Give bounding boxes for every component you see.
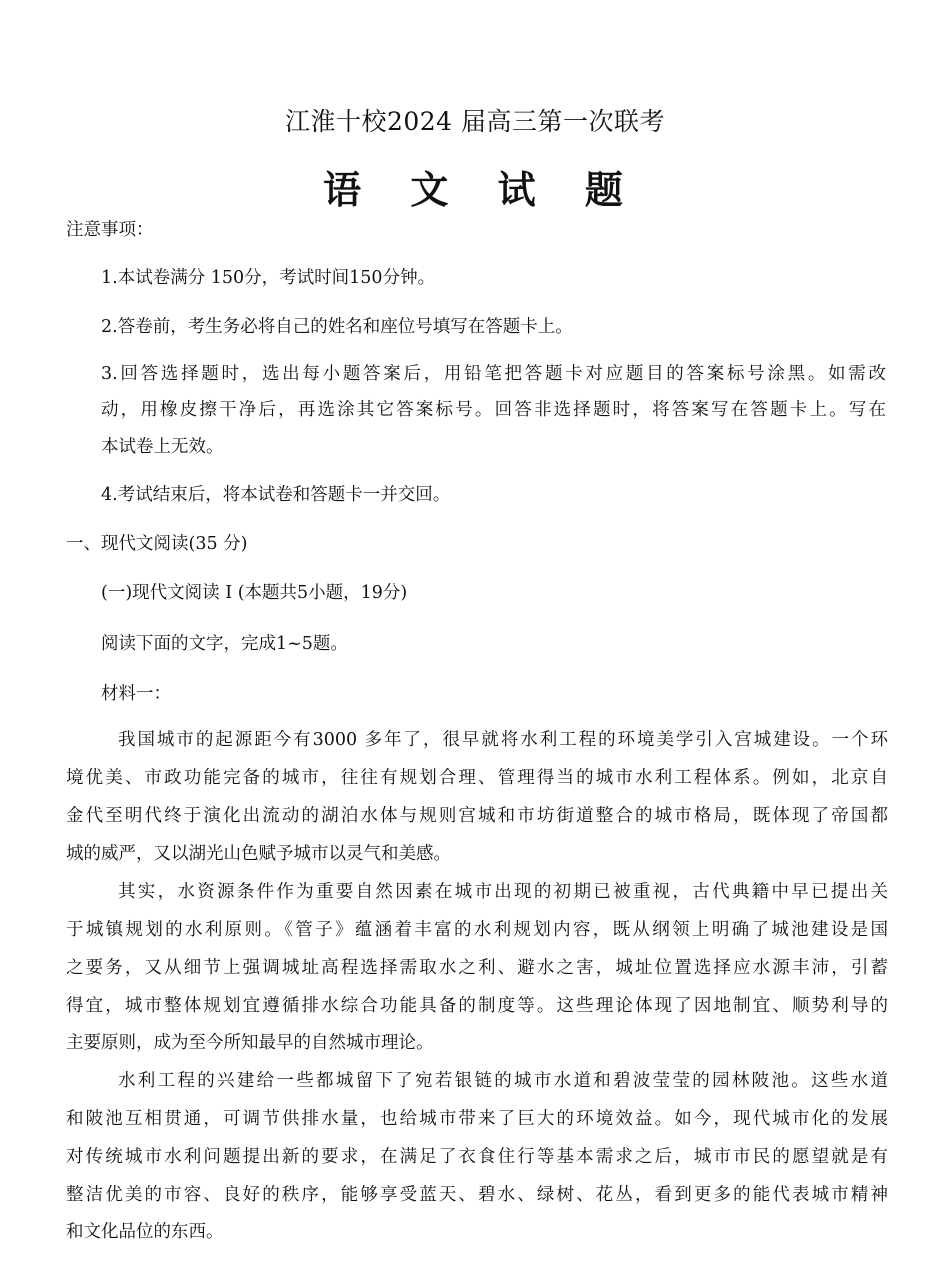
reading-instruction: 阅读下面的文字，完成1~5题。 [101, 634, 348, 654]
subject-title: 语 文 试 题 [323, 167, 641, 212]
notice-item-3-line-1: 3.回答选择题时，选出每小题答案后，用铅笔把答题卡对应题目的答案标号涂黑。如需改 [101, 364, 886, 384]
paragraph-3-line-2: 和陂池互相贯通，可调节供排水量，也给城市带来了巨大的环境效益。如今，现代城市化的发展 [66, 1109, 888, 1129]
notice-item-2: 2.答卷前，考生务必将自己的姓名和座位号填写在答题卡上。 [101, 317, 573, 337]
paragraph-2-line-1: 其实，水资源条件作为重要自然因素在城市出现的初期已被重视，古代典籍中早已提出关 [118, 882, 888, 902]
notice-item-3-line-3: 本试卷上无效。 [101, 437, 224, 457]
material-label: 材料一： [101, 684, 171, 704]
paragraph-2-line-5: 主要原则，成为至今所知最早的自然城市理论。 [66, 1033, 434, 1053]
notice-item-3-line-2: 动，用橡皮擦干净后，再选涂其它答案标号。回答非选择题时，将答案写在答题卡上。写在 [101, 400, 886, 420]
paragraph-1-line-3: 金代至明代终于演化出流动的湖泊水体与规则宫城和市坊街道整合的城市格局，既体现了帝国都 [66, 806, 888, 826]
exam-title: 江淮十校2024 届高三第一次联考 [284, 107, 666, 136]
paragraph-2-line-3: 之要务，又从细节上强调城址高程选择需取水之利、避水之害，城址位置选择应水源丰沛，引蓄 [66, 958, 888, 978]
paragraph-3-line-4: 整洁优美的市容、良好的秩序，能够享受蓝天、碧水、绿树、花丛，看到更多的能代表城市精神 [66, 1185, 888, 1205]
paragraph-1-line-2: 境优美、市政功能完备的城市，往往有规划合理、管理得当的城市水利工程体系。例如，北京自 [66, 768, 888, 788]
section-heading: 一、现代文阅读(35 分) [66, 534, 248, 554]
sub-section-heading: (一)现代文阅读 I (本题共5小题，19分) [101, 583, 408, 603]
paragraph-2-line-4: 得宜，城市整体规划宜遵循排水综合功能具备的制度等。这些理论体现了因地制宜、顺势利导的 [66, 996, 888, 1016]
paragraph-1-line-1: 我国城市的起源距今有3000 多年了，很早就将水利工程的环境美学引入宫城建设。一个环 [118, 730, 888, 750]
notice-item-4: 4.考试结束后，将本试卷和答题卡一并交回。 [101, 485, 451, 505]
notice-item-1: 1.本试卷满分 150分，考试时间150分钟。 [101, 268, 436, 288]
paragraph-3-line-5: 和文化品位的东西。 [66, 1222, 224, 1242]
paragraph-3-line-3: 对传统城市水利问题提出新的要求，在满足了衣食住行等基本需求之后，城市市民的愿望就是有 [66, 1147, 888, 1167]
notice-heading: 注意事项： [66, 220, 154, 240]
paragraph-2-line-2: 于城镇规划的水利原则。《管子》蕴涵着丰富的水利规划内容，既从纲领上明确了城池建设是国 [66, 920, 888, 940]
paragraph-3-line-1: 水利工程的兴建给一些都城留下了宛若银链的城市水道和碧波莹莹的园林陂池。这些水道 [118, 1071, 888, 1091]
paragraph-1-line-4: 城的威严，又以湖光山色赋予城市以灵气和美感。 [66, 844, 451, 864]
